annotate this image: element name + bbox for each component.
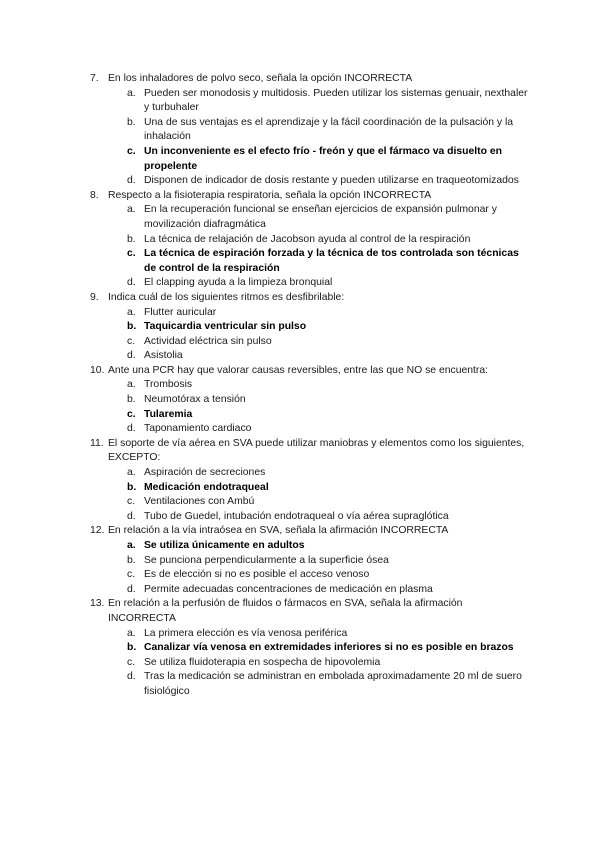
option-text: Tras la medicación se administran en embolada aproximadamente 20 ml de suero fisiológico [144, 671, 522, 697]
option-text: Actividad eléctrica sin pulso [144, 335, 272, 347]
question-item [90, 72, 532, 189]
answer-option [90, 656, 532, 671]
option-text: Se utiliza fluidoterapia en sospecha de hipovolemia [144, 656, 381, 668]
answer-option [90, 568, 532, 583]
option-letter: c. [127, 145, 136, 157]
question-text: Indica cuál de los siguientes ritmos es desfibrilable: [108, 291, 345, 303]
option-text: En la recuperación funcional se enseñan ejercicios de expansión pulmonar y movilización diafragmática [144, 204, 497, 230]
option-text: Canalizar vía venosa en extremidades inferiores si no es posible en brazos [144, 642, 514, 654]
answer-option [90, 495, 532, 510]
answer-option-correct [90, 408, 532, 423]
answer-option [90, 422, 532, 437]
question-line [90, 291, 532, 306]
option-letter: c. [127, 335, 136, 347]
answer-option [90, 87, 532, 116]
option-letter: d. [127, 277, 136, 289]
option-letter: b. [127, 642, 137, 654]
option-letter: c. [127, 656, 136, 668]
answer-option [90, 174, 532, 189]
answer-option-correct [90, 481, 532, 496]
option-text: Taquicardia ventricular sin pulso [144, 321, 307, 333]
question-item [90, 291, 532, 364]
option-text: Trombosis [144, 379, 193, 391]
option-list [90, 87, 532, 189]
question-list [90, 72, 532, 700]
option-letter: b. [127, 481, 137, 493]
option-letter: a. [127, 306, 136, 318]
question-item [90, 597, 532, 699]
option-letter: c. [127, 569, 136, 581]
option-letter: d. [127, 583, 136, 595]
question-text: En los inhaladores de polvo seco, señala la opción INCORRECTA [108, 73, 413, 84]
question-item [90, 364, 532, 437]
question-number: 12. [90, 525, 105, 537]
option-text: Una de sus ventajas es el aprendizaje y la fácil coordinación de la pulsación y la inhalación [144, 116, 514, 143]
question-number: 8. [90, 189, 99, 201]
question-number: 13. [90, 598, 105, 610]
question-number: 11. [90, 437, 104, 449]
question-text: En relación a la perfusión de fluidos o fármacos en SVA, señala la afirmación INCORRECTA [108, 598, 463, 624]
question-line [90, 364, 532, 379]
question-text: El soporte de vía aérea en SVA puede utilizar maniobras y elementos como los siguientes, EXCEPTO: [108, 437, 525, 464]
answer-option [90, 393, 532, 408]
option-letter: c. [127, 496, 136, 508]
option-letter: d. [127, 671, 136, 683]
option-letter: d. [127, 423, 136, 435]
option-text: Tubo de Guedel, intubación endotraqueal o vía aérea supraglótica [144, 510, 449, 522]
option-list [90, 378, 532, 436]
option-list [90, 203, 532, 291]
option-letter: a. [127, 467, 136, 479]
option-letter: c. [127, 408, 136, 420]
question-line [90, 189, 532, 204]
option-text: Pueden ser monodosis y multidosis. Pueden utilizar los sistemas genuair, nexthaler y turbuhaler [144, 87, 528, 114]
option-text: La técnica de relajación de Jacobson ayuda al control de la respiración [144, 233, 471, 245]
option-letter: d. [127, 175, 136, 187]
answer-option [90, 554, 532, 569]
option-text: La técnica de espiración forzada y la técnica de tos controlada son técnicas de control de la respiración [144, 248, 519, 274]
option-list [90, 539, 532, 597]
answer-option [90, 583, 532, 598]
option-letter: d. [127, 510, 136, 522]
option-letter: b. [127, 233, 136, 245]
question-number: 10. [90, 364, 105, 376]
answer-option [90, 510, 532, 525]
answer-option [90, 276, 532, 291]
option-text: Flutter auricular [144, 306, 217, 318]
answer-option [90, 233, 532, 248]
option-letter: a. [127, 540, 136, 551]
question-line [90, 72, 532, 87]
answer-option [90, 627, 532, 642]
answer-option [90, 349, 532, 364]
option-text: La primera elección es vía venosa periférica [144, 627, 348, 639]
answer-option [90, 335, 532, 350]
option-list [90, 466, 532, 524]
option-letter: b. [127, 554, 136, 566]
option-list [90, 306, 532, 364]
option-text: Un inconveniente es el efecto frío - freón y que el fármaco va disuelto en propelente [144, 145, 502, 172]
question-text: Respecto a la fisioterapia respiratoria, señala la opción INCORRECTA [108, 189, 432, 201]
question-item [90, 437, 532, 525]
option-letter: d. [127, 350, 136, 362]
option-letter: a. [127, 87, 136, 99]
question-text: Ante una PCR hay que valorar causas reversibles, entre las que NO se encuentra: [108, 364, 489, 376]
answer-option [90, 670, 532, 699]
question-number: 9. [90, 291, 99, 303]
option-text: Ventilaciones con Ambú [144, 496, 255, 508]
answer-option-correct [90, 539, 532, 554]
question-line [90, 597, 532, 626]
question-line [90, 437, 532, 466]
option-letter: c. [127, 248, 136, 260]
answer-option-correct [90, 641, 532, 656]
option-text: Aspiración de secreciones [144, 467, 266, 479]
option-letter: b. [127, 321, 137, 333]
option-letter: a. [127, 379, 136, 391]
answer-option [90, 116, 532, 145]
question-line [90, 524, 532, 539]
option-letter: b. [127, 116, 136, 128]
answer-option [90, 203, 532, 232]
option-letter: b. [127, 394, 136, 406]
option-list [90, 627, 532, 700]
option-text: Medicación endotraqueal [144, 481, 269, 493]
answer-option [90, 306, 532, 321]
option-text: Se punciona perpendicularmente a la superficie ósea [144, 554, 389, 566]
option-text: Asistolia [144, 350, 183, 362]
question-number: 7. [90, 73, 99, 84]
option-text: Se utiliza únicamente en adultos [144, 540, 305, 551]
answer-option [90, 466, 532, 481]
option-text: Disponen de indicador de dosis restante y pueden utilizarse en traqueotomizados [144, 175, 519, 187]
answer-option [90, 378, 532, 393]
option-text: Neumotórax a tensión [144, 394, 246, 406]
option-text: Permite adecuadas concentraciones de medicación en plasma [144, 583, 433, 595]
option-text: El clapping ayuda a la limpieza bronquial [144, 277, 333, 289]
question-text: En relación a la vía intraósea en SVA, señala la afirmación INCORRECTA [108, 525, 449, 537]
question-item [90, 524, 532, 597]
answer-option-correct [90, 145, 532, 174]
option-text: Tularemia [144, 408, 193, 420]
option-letter: a. [127, 204, 136, 216]
option-text: Es de elección si no es posible el acceso venoso [144, 569, 370, 581]
question-item [90, 189, 532, 291]
option-letter: a. [127, 627, 136, 639]
answer-option-correct [90, 320, 532, 335]
answer-option-correct [90, 247, 532, 276]
option-text: Taponamiento cardiaco [144, 423, 252, 435]
